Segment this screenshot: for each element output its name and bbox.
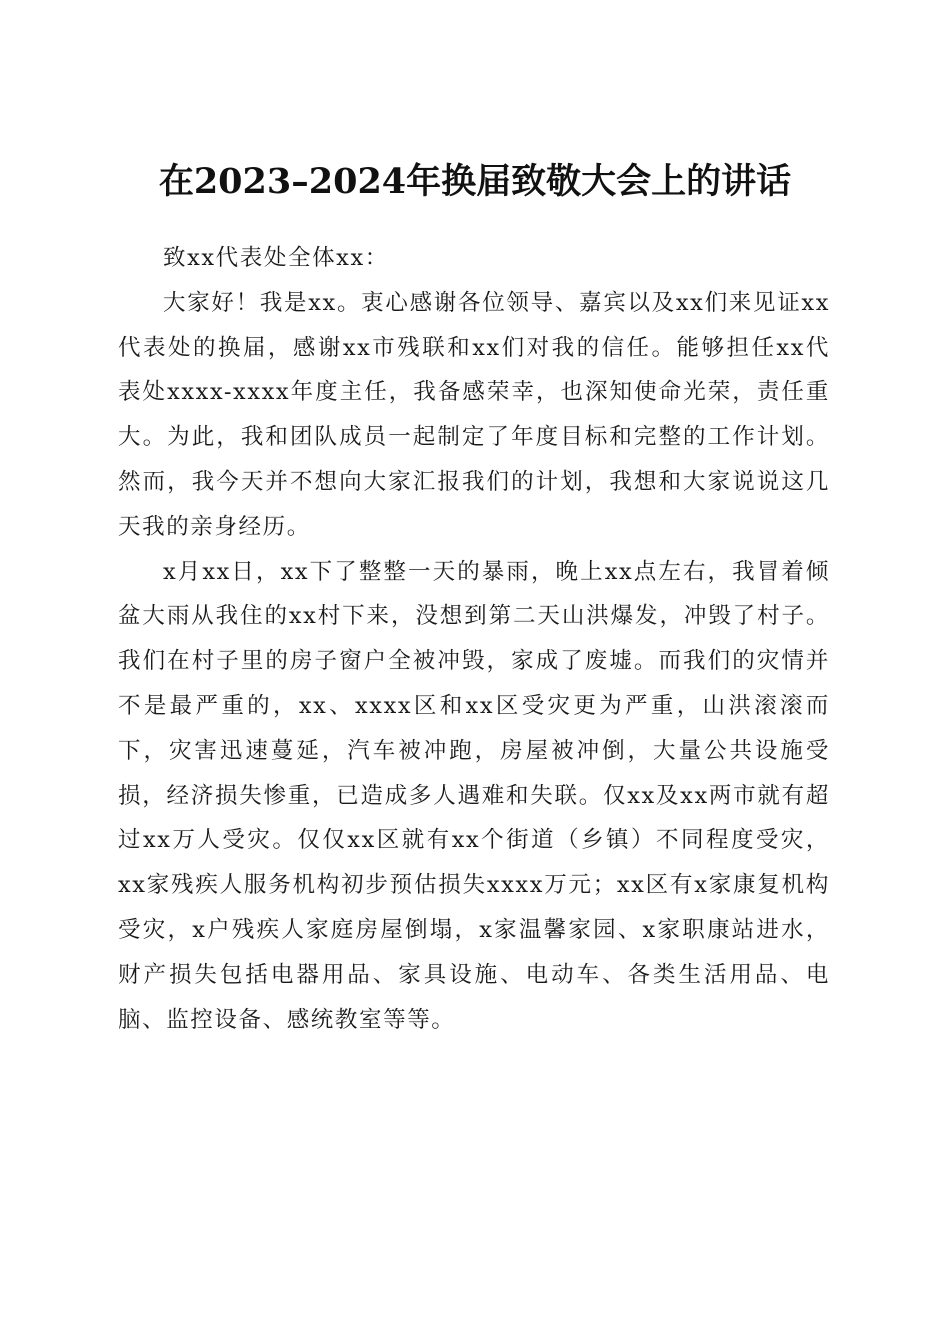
document-body <box>118 236 830 1042</box>
paragraph: x月xx日，xx下了整整一天的暴雨，晚上xx点左右，我冒着倾盆大雨从我住的xx村下来，没想到第二天山洪爆发，冲毁了村子。我们在村子里的房子窗户全被冲毁，家成了废墟。而我们的灾情并不是最严重的，xx、xxxx区和xx区受灾更为严重，山洪滚滚而下，灾害迅速蔓延，汽车被冲跑，房屋被冲倒，大量公共设施受损，经济损失惨重，已造成多人遇难和失联。仅xx及xx两市就有超过xx万人受灾。仅仅xx区就有xx个街道（乡镇）不同程度受灾，xx家残疾人服务机构初步预估损失xxxx万元；xx区有x家康复机构受灾，x户残疾人家庭房屋倒塌，x家温馨家园、x家职康站进水，财产损失包括电器用品、家具设施、电动车、各类生活用品、电脑、监控设备、感统教室等等。 <box>118 558 830 1033</box>
paragraph: 大家好！我是xx。衷心感谢各位领导、嘉宾以及xx们来见证xx代表处的换届，感谢xx市残联和xx们对我的信任。能够担任xx代表处xxxx-xxxx年度主任，我备感荣幸，也深知使命光荣，责任重大。为此，我和团队成员一起制定了年度目标和完整的工作计划。然而，我今天并不想向大家汇报我们的计划，我想和大家说说这几天我的亲身经历。 <box>118 289 830 540</box>
salutation: 致xx代表处全体xx： <box>163 245 389 271</box>
document-title: 在2023–2024年换届致敬大会上的讲话 <box>158 161 792 203</box>
